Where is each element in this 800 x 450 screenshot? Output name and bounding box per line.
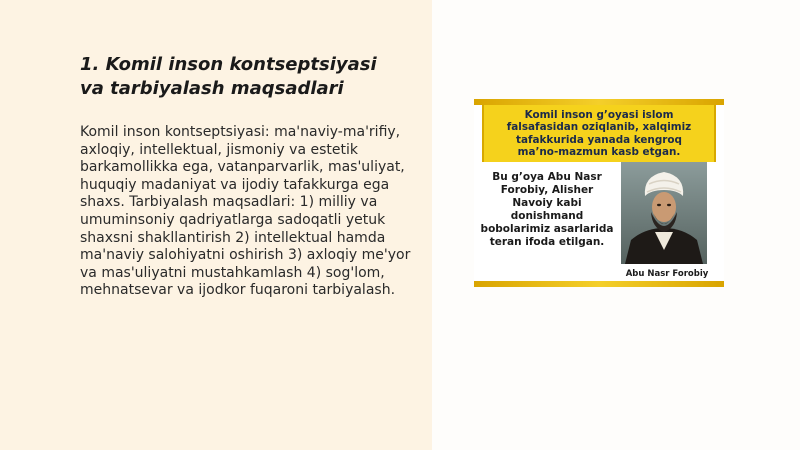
slide-title: 1. Komil inson kontseptsiyasi va tarbiyalash maqsadlari: [80, 54, 377, 99]
illustration-header-text: Komil inson g’oyasi islom falsafasidan oziqlanib, xalqimiz tafakkurida yanada kengroq ma’no-mazmun kasb etgan.: [506, 108, 692, 158]
slide-body-text: Komil inson kontseptsiyasi: ma'naviy-ma'rifiy, axloqiy, intellektual, jismoniy va estetik barkamollikka ega, vatanparvarlik, mas'uliyat, huquqiy madaniyat va ijodiy tafakkurga ega shaxs. Tarbiyalash maqsadlari: 1) milliy va umuminsoniy qadriyatlarga sadoqatli yetuk shaxsni shakllantirish 2) intellektual hamda ma'naviy salohiyatni oshirish 3) axloqiy me'yor va mas'uliyatni mustahkamlash 4) sog'lom, mehnatsevar va ijodkor fuqaroni tarbiyalash.: [80, 124, 411, 299]
illustration-quote-text: Bu g’oya Abu Nasr Forobiy, Alisher Navoiy kabi donishmand bobolarimiz asarlarida teran ifoda etilgan.: [480, 171, 614, 248]
portrait-drawing: [621, 162, 707, 264]
portrait-image: [621, 162, 707, 264]
portrait-caption: Abu Nasr Forobiy: [625, 269, 709, 279]
illustration-header-banner: [482, 105, 716, 162]
illustration-bottom-border: [474, 281, 724, 287]
illustration-image: [474, 99, 724, 287]
